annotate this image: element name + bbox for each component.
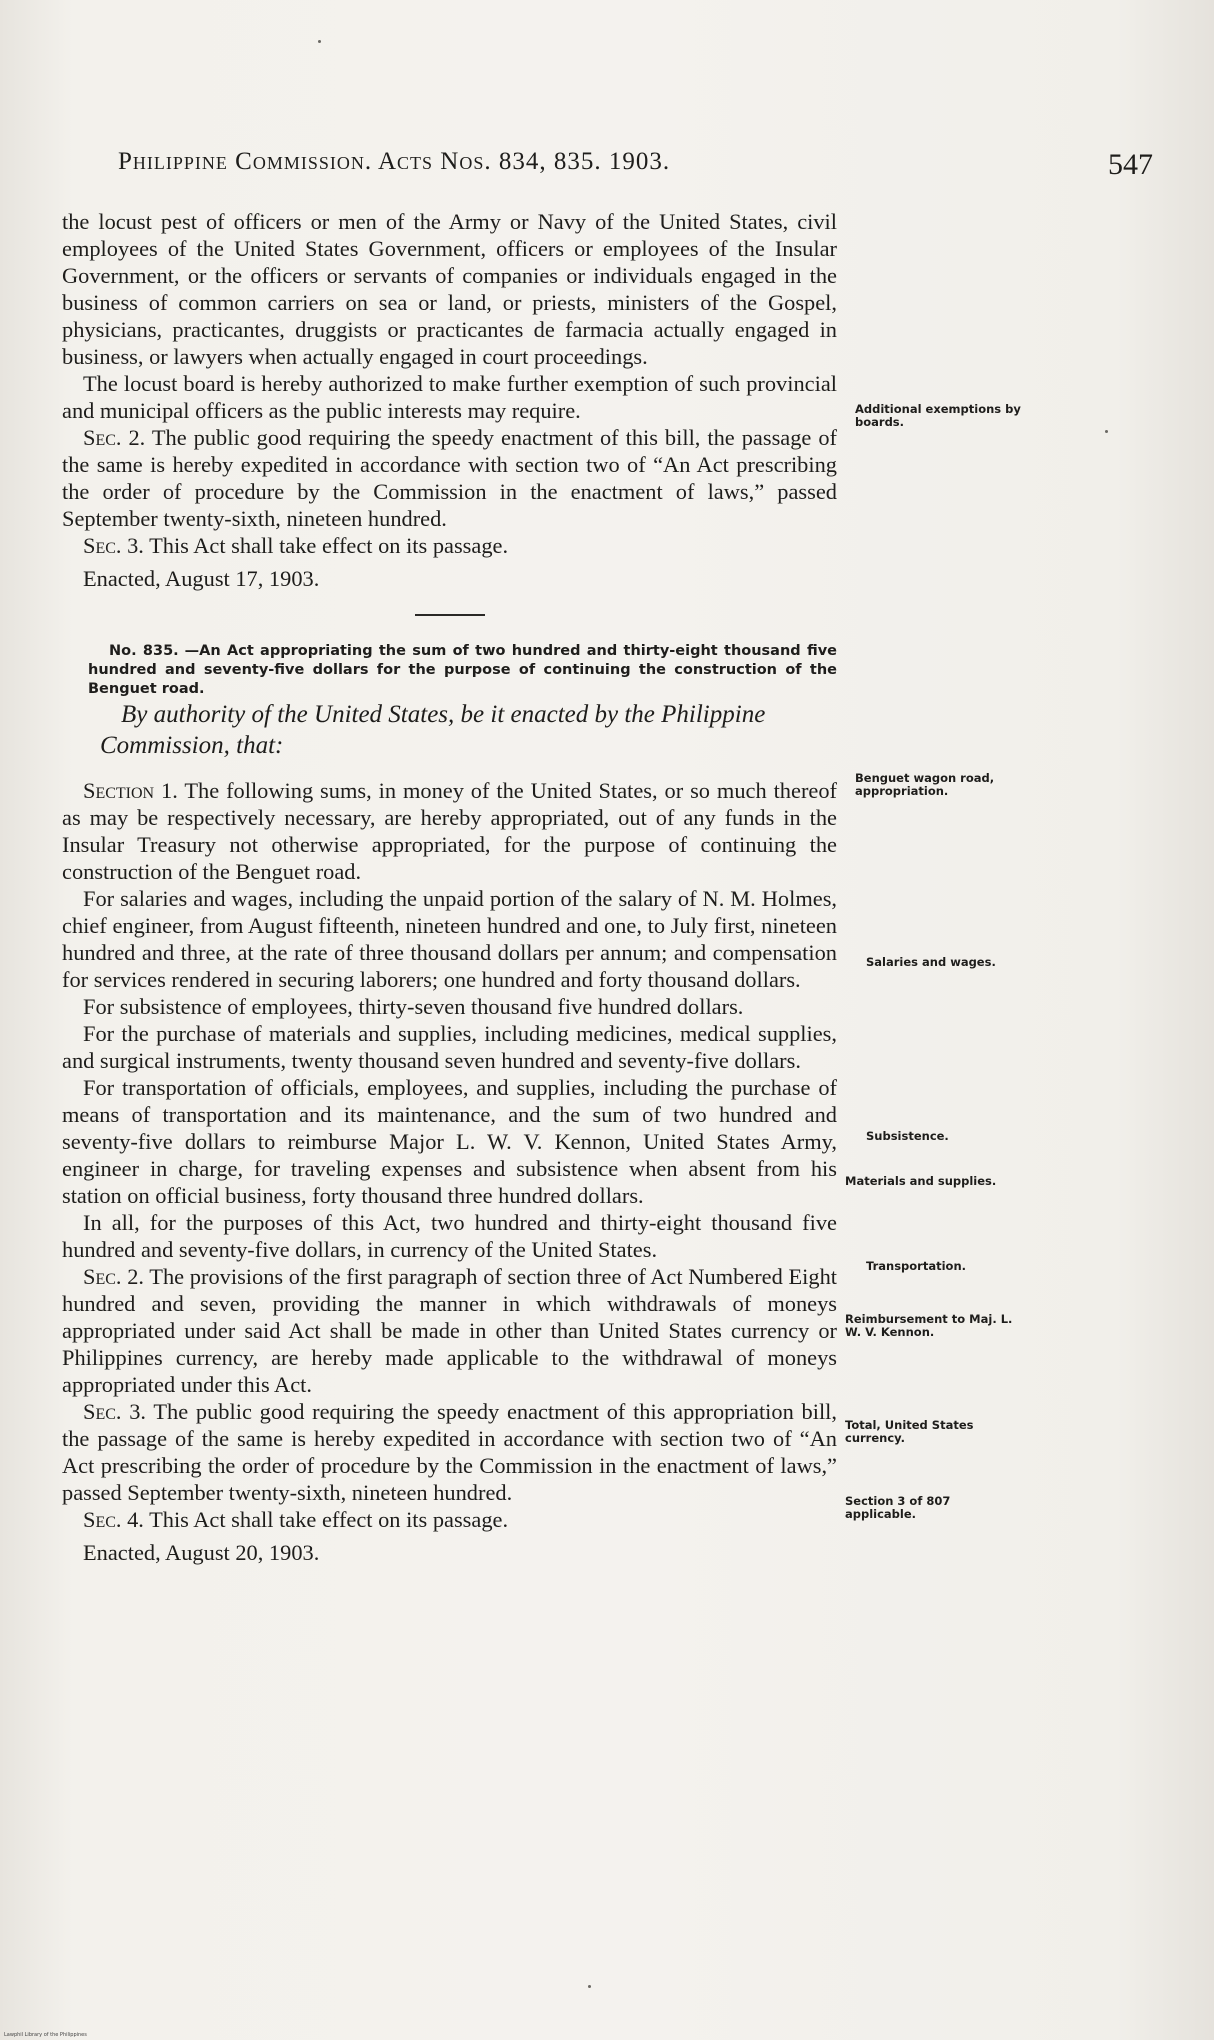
margin-note-materials-and-supplies: Materials and supplies. bbox=[845, 1174, 997, 1188]
paragraph-transportation: For transportation of officials, employees, and supplies, including the purchase of means of transportation and its maintenance, and the sum of two hundred and seventy-five dollars to reimburse Major L. W. V. Kennon, United States Army, engineer in charge, for traveling expenses and subsistence when absent from his station on official business, forty thousand three hundred dollars. bbox=[62, 1075, 837, 1208]
margin-note-section-807: Section 3 of 807 applicable. bbox=[845, 1494, 951, 1521]
enacted-date-834: Enacted, August 17, 1903. bbox=[83, 566, 320, 591]
section-label: Sec. bbox=[83, 533, 122, 558]
margin-note-transportation: Transportation. bbox=[866, 1259, 967, 1273]
section-text: 4. This Act shall take effect on its passage. bbox=[121, 1507, 509, 1532]
section-label: Sec. bbox=[83, 1399, 122, 1424]
paragraph-834-section-3 bbox=[62, 532, 837, 559]
act-divider bbox=[415, 614, 485, 616]
paragraph-subsistence: For subsistence of employees, thirty-seven thousand five hundred dollars. bbox=[83, 994, 744, 1019]
section-label: Section bbox=[83, 778, 155, 803]
enacted-date-835: Enacted, August 20, 1903. bbox=[83, 1540, 320, 1565]
margin-note-total-currency: Total, United States currency. bbox=[845, 1418, 974, 1445]
scan-speck bbox=[1105, 430, 1108, 433]
section-text: 3. This Act shall take effect on its passage. bbox=[121, 533, 509, 558]
footer-stamp: Lawphil Library of the Philippines bbox=[4, 2032, 87, 2038]
section-text: 1. The following sums, in money of the United States, or so much thereof as may be respectively necessary, are hereby appropriated, out of any funds in the Insular Treasury not otherwise appropriated, for the purpose of continuing the construction of the Benguet road. bbox=[62, 778, 837, 884]
paragraph-834-section-2 bbox=[62, 424, 837, 532]
act-number: No. 835. bbox=[109, 643, 179, 659]
running-head: Philippine Commission. Acts Nos. 834, 835. 1903. bbox=[118, 148, 671, 175]
act-835-heading bbox=[62, 642, 837, 699]
paragraph-835-section-3 bbox=[62, 1398, 837, 1506]
scan-speck bbox=[318, 40, 321, 43]
margin-note-salaries-and-wages: Salaries and wages. bbox=[866, 955, 996, 969]
margin-note-additional-exemptions: Additional exemptions by boards. bbox=[855, 402, 1021, 429]
enacting-clause: By authority of the United States, be it enacted by the Philippine Commission, that: bbox=[100, 701, 766, 759]
paragraph-salaries: For salaries and wages, including the unpaid portion of the salary of N. M. Holmes, chief engineer, from August fifteenth, nineteen hundred and one, to July first, nineteen hundred and three, at the rate of three thousand dollars per annum; and compensation for services rendered in securing laborers; one hundred and forty thousand dollars. bbox=[62, 886, 837, 992]
paragraph-835-section-2 bbox=[62, 1263, 837, 1398]
act-title: —An Act appropriating the sum of two hundred and thirty-eight thousand five hundred and seventy-five dollars for the purpose of continuing the construction of the Benguet road. bbox=[88, 643, 837, 697]
scan-speck bbox=[588, 1985, 591, 1988]
section-text: 2. The provisions of the first paragraph of section three of Act Numbered Eight hundred and seven, providing the manner in which withdrawals of moneys appropriated under said Act shall be made in other than United States currency or Philippines currency, are hereby made applicable to the withdrawal of moneys appropriated under this Act. bbox=[62, 1264, 837, 1397]
section-text: 2. The public good requiring the speedy enactment of this bill, the passage of the same is hereby expedited in accordance with section two of “An Act prescribing the order of procedure by the Commission in the enactment of laws,” passed September twenty-sixth, nineteen hundred. bbox=[62, 425, 837, 531]
margin-note-reimbursement: Reimbursement to Maj. L. W. V. Kennon. bbox=[845, 1312, 1013, 1339]
section-label: Sec. bbox=[83, 1264, 122, 1289]
margin-note-benguet-wagon-road: Benguet wagon road, appropriation. bbox=[855, 771, 995, 798]
page-header bbox=[118, 148, 1168, 188]
main-text-column bbox=[62, 208, 837, 1566]
paragraph-835-section-4 bbox=[62, 1506, 837, 1533]
paragraph-section-1 bbox=[62, 777, 837, 885]
section-label: Sec. bbox=[83, 1507, 122, 1532]
page-number: 547 bbox=[1108, 148, 1153, 181]
margin-note-subsistence: Subsistence. bbox=[866, 1129, 949, 1143]
section-text: 3. The public good requiring the speedy enactment of this appropriation bill, the passage of the same is hereby expedited in accordance with section two of “An Act prescribing the order of procedure by the Commission in the enactment of laws,” passed September twenty-sixth, nineteen hundred. bbox=[62, 1399, 837, 1505]
paragraph-materials: For the purchase of materials and supplies, including medicines, medical supplies, and surgical instruments, twenty thousand seven hundred and seventy-five dollars. bbox=[62, 1021, 837, 1073]
paragraph-total: In all, for the purposes of this Act, two hundred and thirty-eight thousand five hundred and seventy-five dollars, in currency of the United States. bbox=[62, 1210, 837, 1262]
section-label: Sec. bbox=[83, 425, 122, 450]
paragraph-locust-board: The locust board is hereby authorized to make further exemption of such provincial and municipal officers as the public interests may require. bbox=[62, 371, 837, 423]
paragraph-continuation: the locust pest of officers or men of the Army or Navy of the United States, civil employees of the United States Government, officers or employees of the Insular Government, or the officers or servants of companies or individuals engaged in the business of common carriers on sea or land, or priests, ministers of the Gospel, physicians, practicantes, druggists or practicantes de farmacia actually engaged in business, or lawyers when actually engaged in court proceedings. bbox=[62, 209, 837, 369]
